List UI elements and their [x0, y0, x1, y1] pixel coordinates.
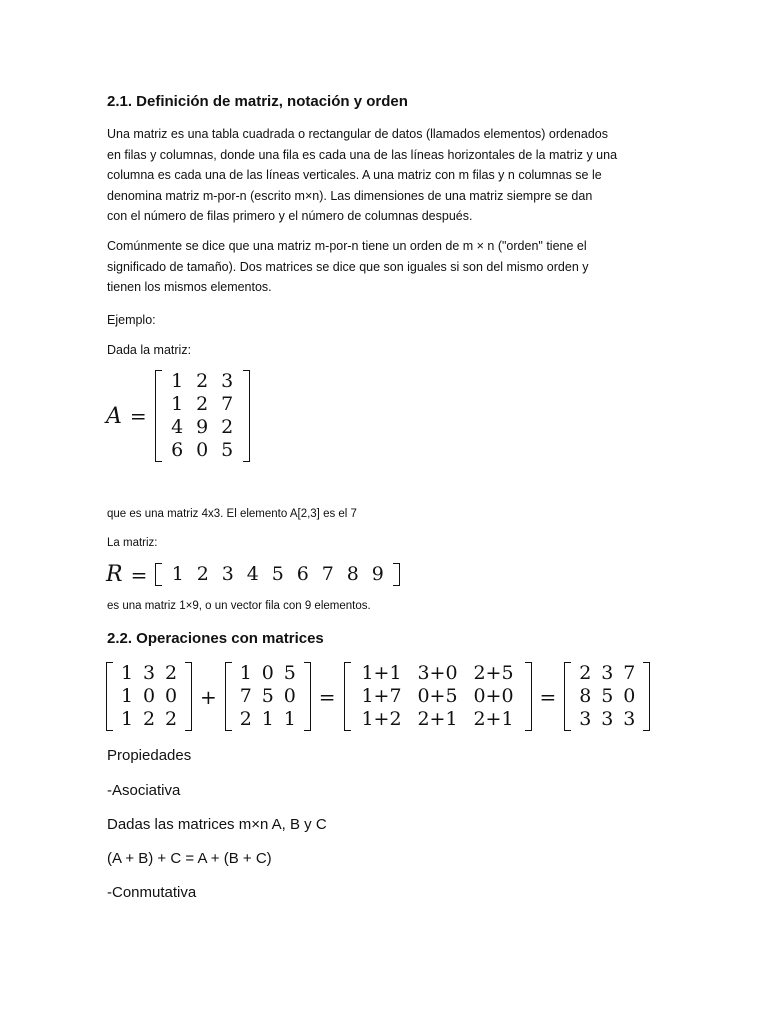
matrix-m2-grid — [232, 662, 304, 731]
matrix-cell: 9 — [371, 563, 384, 585]
matrix-cell: 1 — [171, 563, 184, 585]
matrix-cell: 2+1 — [473, 708, 514, 730]
matrix-cell: 2 — [579, 662, 592, 684]
matrix-m2 — [225, 662, 311, 731]
matrix-cell: 8 — [579, 685, 592, 707]
matrix-cell: 5 — [271, 563, 284, 585]
equals-sign: = — [539, 684, 557, 709]
matrix-a — [155, 370, 250, 462]
matrix-cell: 2 — [239, 708, 252, 730]
matrix-cell: 0 — [623, 685, 636, 707]
matrix-cell: 5 — [283, 662, 296, 684]
matrix-cell: 2 — [142, 708, 156, 730]
paragraph-line: significado de tamaño). Dos matrices se dice que son iguales si son del mismo orden y — [107, 259, 589, 274]
right-bracket — [185, 662, 192, 731]
given-matrix-label: Dada la matriz: — [107, 343, 192, 357]
paragraph-definition — [107, 124, 617, 227]
paragraph-line: Una matriz es una tabla cuadrada o rectangular de datos (llamados elementos) ordenados — [107, 127, 608, 141]
matrix-cell: 0 — [164, 685, 178, 707]
matrix-cell: 0 — [196, 439, 209, 461]
left-bracket — [106, 662, 113, 731]
matrix-a-name: A — [106, 403, 122, 429]
matrix-m4-grid — [571, 662, 643, 731]
matrix-cell: 1 — [239, 662, 252, 684]
matrix-cell: 2 — [221, 416, 234, 438]
paragraph-line: en filas y columnas, donde una fila es cada una de las líneas horizontales de la matriz y una — [107, 147, 618, 162]
matrix-cell: 0 — [261, 662, 274, 684]
paragraph-line: tienen los mismos elementos. — [107, 280, 272, 295]
associative-formula: (A + B) + C = A + (B + C) — [107, 850, 272, 867]
properties-heading: Propiedades — [107, 747, 192, 764]
matrix-r-caption: es una matriz 1×9, o un vector fila con 9 elementos. — [107, 600, 371, 612]
matrix-cell: 4 — [171, 416, 184, 438]
matrix-cell: 5 — [261, 685, 274, 707]
right-bracket — [525, 662, 532, 731]
paragraph-line: columna es cada una de las líneas verticales. A una matriz con m filas y n columnas se le — [107, 168, 602, 183]
matrix-r-grid — [162, 563, 393, 586]
matrix-cell: 1 — [120, 685, 134, 707]
matrix-cell: 2 — [164, 662, 178, 684]
matrix-cell: 7 — [623, 662, 636, 684]
matrix-cell: 7 — [321, 563, 334, 585]
matrix-cell: 3 — [142, 662, 156, 684]
matrix-cell: 0 — [283, 685, 296, 707]
matrix-cell: 2+1 — [417, 708, 458, 730]
section-heading-definition: 2.1. Definición de matriz, notación y orden — [107, 93, 408, 110]
left-bracket — [155, 370, 162, 462]
matrix-cell: 3 — [579, 708, 592, 730]
matrix-cell: 6 — [171, 439, 184, 461]
matrix-cell: 2 — [196, 563, 209, 585]
matrix-cell: 5 — [221, 439, 234, 461]
matrix-cell: 5 — [601, 685, 614, 707]
matrix-cell: 3 — [601, 662, 614, 684]
matrix-cell: 1+2 — [361, 708, 402, 730]
matrix-cell: 3 — [601, 708, 614, 730]
matrix-cell: 2+5 — [473, 662, 514, 684]
matrix-cell: 1+7 — [361, 685, 402, 707]
paragraph-line: Comúnmente se dice que una matriz m-por-n tiene un orden de m × n ("orden" tiene el — [107, 239, 587, 253]
matrix-cell: 2 — [164, 708, 178, 730]
matrix-cell: 1+1 — [361, 662, 402, 684]
given-matrices-text: Dadas las matrices m×n A, B y C — [107, 816, 327, 833]
left-bracket — [564, 662, 571, 731]
section-heading-operations: 2.2. Operaciones con matrices — [107, 630, 324, 647]
matrix-cell: 8 — [346, 563, 359, 585]
matrix-cell: 1 — [261, 708, 274, 730]
matrix-cell: 0 — [142, 685, 156, 707]
matrix-cell: 4 — [246, 563, 259, 585]
matrix-cell: 7 — [239, 685, 252, 707]
right-bracket — [643, 662, 650, 731]
equals-sign: = — [318, 684, 336, 709]
matrix-cell: 0+0 — [473, 685, 514, 707]
right-bracket — [393, 563, 400, 586]
matrix-cell: 3 — [623, 708, 636, 730]
left-bracket — [225, 662, 232, 731]
paragraph-line: con el número de filas primero y el número de columnas después. — [107, 209, 473, 224]
plus-sign: + — [200, 684, 217, 709]
matrix-cell: 6 — [296, 563, 309, 585]
matrix-a-equation — [106, 370, 250, 462]
matrix-cell: 2 — [196, 370, 209, 392]
matrix-cell: 3 — [221, 563, 234, 585]
associative-label: -Asociativa — [107, 782, 181, 799]
right-bracket — [243, 370, 250, 462]
equals-sign: = — [129, 404, 147, 428]
paragraph-line: denomina matriz m-por-n (escrito m×n). Las dimensiones de una matriz siempre se dan — [107, 188, 593, 203]
matrix-r-equation — [106, 562, 400, 587]
matrix-m1-grid — [113, 662, 185, 731]
matrix-sum-equation — [106, 662, 650, 731]
matrix-a-grid — [162, 370, 243, 462]
matrix-cell: 1 — [120, 662, 134, 684]
matrix-cell: 0+5 — [417, 685, 458, 707]
matrix-a-caption: que es una matriz 4x3. El elemento A[2,3] es el 7 — [107, 508, 357, 520]
matrix-r-name: R — [106, 562, 123, 587]
matrix-m3-grid — [351, 662, 525, 731]
matrix-m1 — [106, 662, 192, 731]
matrix-m3 — [344, 662, 532, 731]
commutative-label: -Conmutativa — [107, 884, 197, 901]
left-bracket — [344, 662, 351, 731]
matrix-cell: 3+0 — [417, 662, 458, 684]
matrix-cell: 1 — [171, 370, 184, 392]
equals-sign: = — [130, 562, 148, 587]
paragraph-order — [107, 236, 589, 298]
matrix-cell: 1 — [171, 393, 184, 415]
matrix-cell: 9 — [196, 416, 209, 438]
example-label: Ejemplo: — [107, 313, 156, 327]
right-bracket — [304, 662, 311, 731]
matrix-cell: 2 — [196, 393, 209, 415]
left-bracket — [155, 563, 162, 586]
matrix-cell: 1 — [120, 708, 134, 730]
matrix-r — [155, 563, 400, 586]
matrix-cell: 1 — [283, 708, 296, 730]
matrix-m4 — [564, 662, 650, 731]
matrix-cell: 3 — [221, 370, 234, 392]
matrix-cell: 7 — [221, 393, 234, 415]
matrix-r-label: La matriz: — [107, 537, 158, 549]
